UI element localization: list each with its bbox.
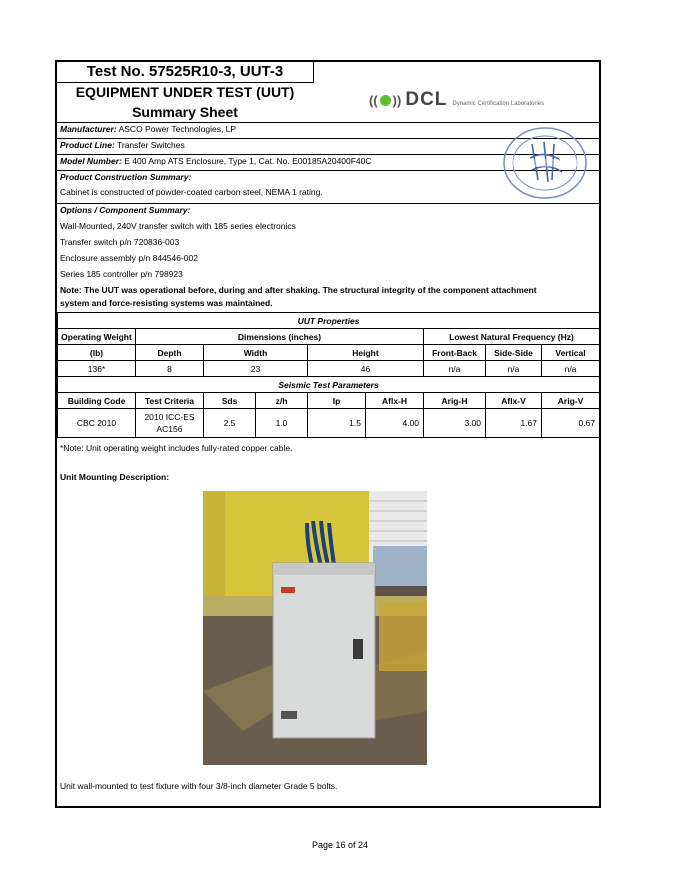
note-line-1: Note: The UUT was operational before, during and after shaking. The structural integrity of the component attachment: [60, 285, 537, 295]
arig-h-header: Arig-H: [424, 393, 486, 409]
arig-v-value: 0.67: [542, 409, 600, 438]
options-label: Options / Component Summary:: [60, 205, 191, 215]
sds-value: 2.5: [204, 409, 256, 438]
option-item: Series 185 controller p/n 798923: [60, 269, 183, 279]
side-side-header: Side-Side: [486, 345, 542, 361]
model-label: Model Number:: [60, 156, 122, 166]
option-item: Enclosure assembly p/n 844546-002: [60, 253, 198, 263]
option-item: Transfer switch p/n 720836-003: [60, 237, 180, 247]
dimensions-header: Dimensions (inches): [136, 329, 424, 345]
seismic-parameters-table: [57, 376, 600, 438]
side-side-value: n/a: [486, 361, 542, 377]
sheet-subtitle: Summary Sheet: [132, 104, 238, 120]
green-dot-icon: [380, 95, 391, 106]
product-line-row: [60, 140, 185, 151]
dcl-logo: [369, 89, 544, 111]
uut-properties-table: [57, 312, 600, 377]
aflx-h-value: 4.00: [366, 409, 424, 438]
divider: [57, 203, 599, 204]
uut-properties-title: UUT Properties: [58, 313, 600, 329]
vertical-header: Vertical: [542, 345, 600, 361]
construction-value: Cabinet is constructed of powder-coated carbon steel, NEMA 1 rating.: [60, 187, 323, 197]
vertical-value: n/a: [542, 361, 600, 377]
building-code-header: Building Code: [58, 393, 136, 409]
test-criteria-value: [136, 409, 204, 438]
engineer-seal-stamp: [502, 126, 588, 200]
summary-sheet: [55, 60, 601, 808]
front-back-value: n/a: [424, 361, 486, 377]
footnote: *Note: Unit operating weight includes fully-rated copper cable.: [60, 443, 293, 453]
weight-unit-header: (lb): [58, 345, 136, 361]
manufacturer-value: ASCO Power Technologies, LP: [118, 124, 237, 134]
table-row: [58, 361, 600, 377]
unit-mounting-photo: [203, 491, 427, 765]
arig-h-value: 3.00: [424, 409, 486, 438]
signal-right-icon: )): [392, 92, 402, 108]
front-back-header: Front-Back: [424, 345, 486, 361]
weight-value: 136*: [58, 361, 136, 377]
frequency-header: Lowest Natural Frequency (Hz): [424, 329, 600, 345]
width-header: Width: [204, 345, 308, 361]
aflx-v-value: 1.67: [486, 409, 542, 438]
width-value: 23: [204, 361, 308, 377]
building-code-value: CBC 2010: [58, 409, 136, 438]
option-item: Wall-Mounted, 240V transfer switch with 185 series electronics: [60, 221, 296, 231]
test-criteria-line-1: 2010 ICC-ES: [144, 412, 195, 422]
product-line-value: Transfer Switches: [117, 140, 185, 150]
aflx-h-header: Aflx-H: [366, 393, 424, 409]
mounting-caption: Unit wall-mounted to test fixture with four 3/8-inch diameter Grade 5 bolts.: [60, 781, 338, 791]
manufacturer-row: [60, 124, 236, 135]
signal-left-icon: ((: [369, 92, 378, 108]
sds-header: Sds: [204, 393, 256, 409]
test-criteria-line-2: AC156: [156, 424, 183, 434]
ip-value: 1.5: [308, 409, 366, 438]
model-row: [60, 156, 372, 167]
divider: [57, 122, 599, 123]
mounting-label: Unit Mounting Description:: [60, 472, 170, 482]
ip-header: Ip: [308, 393, 366, 409]
operating-weight-header: Operating Weight: [58, 329, 136, 345]
depth-value: 8: [136, 361, 204, 377]
logo-subtext: Dynamic Certification Laboratories: [452, 100, 545, 107]
manufacturer-label: Manufacturer:: [60, 124, 117, 134]
table-row: [58, 409, 600, 438]
test-number: Test No. 57525R10-3, UUT-3: [57, 62, 314, 83]
logo-text: DCL: [405, 89, 448, 110]
height-value: 46: [308, 361, 424, 377]
sheet-title: EQUIPMENT UNDER TEST (UUT): [75, 84, 295, 100]
note-line-2: system and force-resisting systems was maintained.: [60, 298, 273, 308]
zh-header: z/h: [256, 393, 308, 409]
test-criteria-header: Test Criteria: [136, 393, 204, 409]
height-header: Height: [308, 345, 424, 361]
construction-label: Product Construction Summary:: [60, 172, 192, 182]
product-line-label: Product Line:: [60, 140, 115, 150]
depth-header: Depth: [136, 345, 204, 361]
page-number: Page 16 of 24: [311, 840, 369, 850]
aflx-v-header: Aflx-V: [486, 393, 542, 409]
seismic-title: Seismic Test Parameters: [58, 377, 600, 393]
arig-v-header: Arig-V: [542, 393, 600, 409]
model-value: E 400 Amp ATS Enclosure, Type 1, Cat. No. E00185A20400F40C: [124, 156, 372, 166]
zh-value: 1.0: [256, 409, 308, 438]
